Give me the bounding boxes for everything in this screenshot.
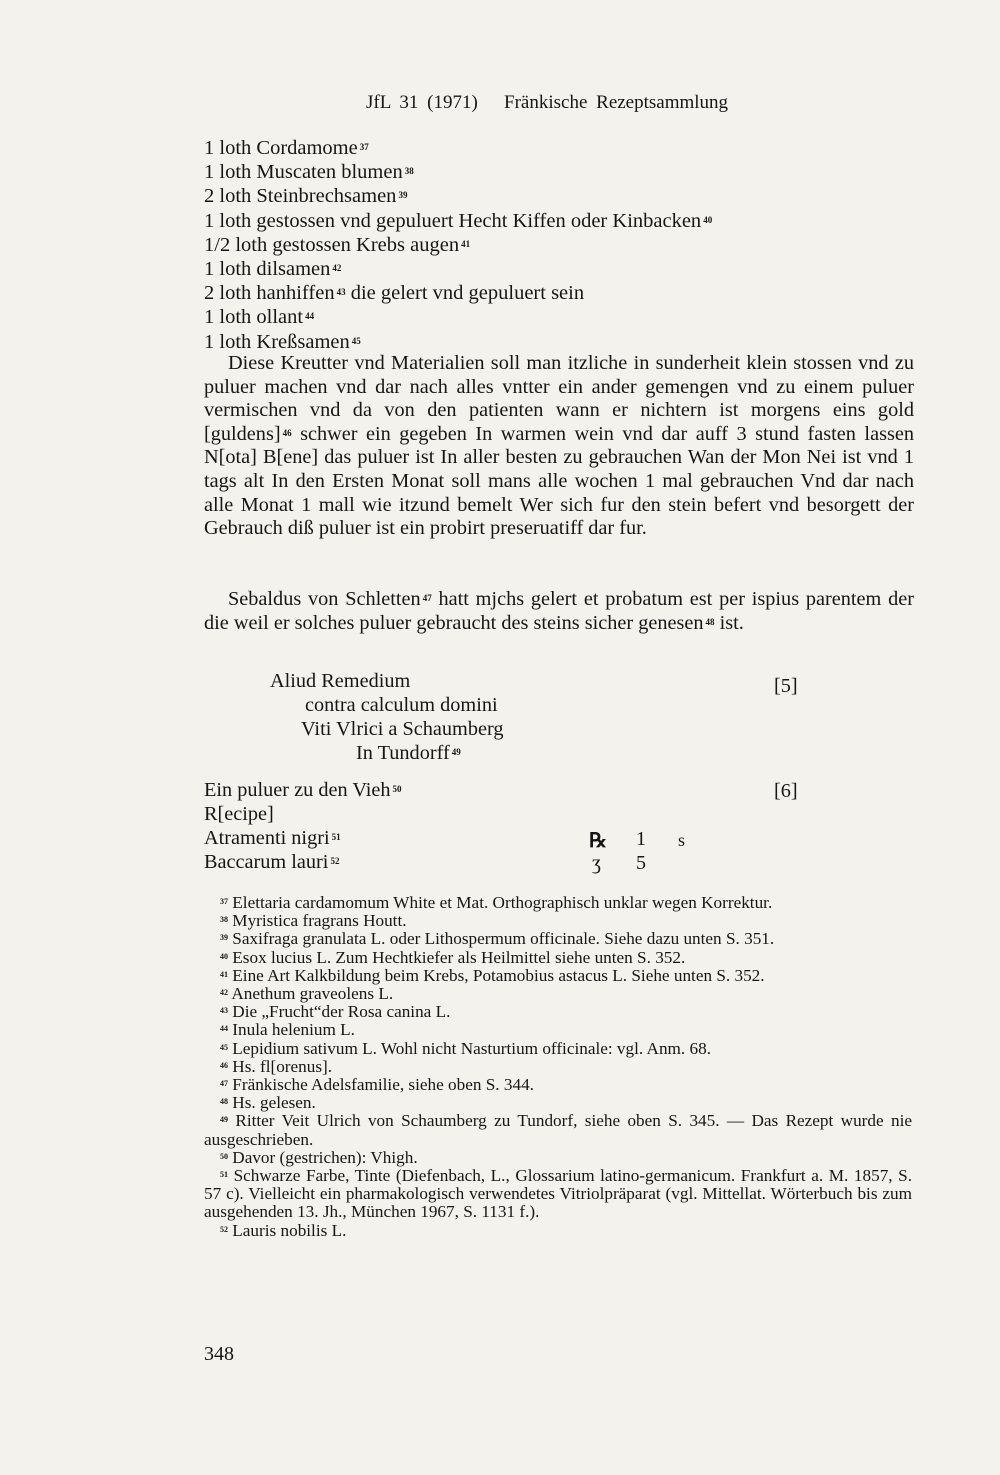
remedy-title: Aliud Remedium xyxy=(270,670,411,692)
recipe-ingredient: Atramenti nigri $^{51}$ xyxy=(204,827,341,849)
footnote-ref[interactable]: 49 xyxy=(451,747,461,757)
ingredient-line: 2 loth Steinbrechsamen $^{39}$ xyxy=(204,185,408,208)
footnote: $^{46}$ Hs. fl[orenus]. xyxy=(220,1056,333,1076)
recipe-word: R[ecipe] xyxy=(204,803,274,825)
footnote: $^{41}$ Eine Art Kalkbildung beim Krebs, Potamobius astacus L. Siehe unten S. 352. xyxy=(220,965,765,985)
recipe-number: [5] xyxy=(774,675,798,697)
footnote: $^{50}$ Davor (gestrichen): Vhigh. xyxy=(220,1147,418,1167)
footnote: $^{51}$ Schwarze Farbe, Tinte (Diefenbach, L., Glossarium latino-germanicum. Frankfurt a. M. 1857, S. 57 c). Vielleicht ein pharmakologisch verwendetes Vitriolpräparat (vgl. Mittellat. Wörterbuch bis zum ausgehenden 13. Jh., München 1967, S. 1131 f.). xyxy=(204,1166,913,1222)
footnote: $^{45}$ Lepidium sativum L. Wohl nicht Nasturtium officinale: vgl. Anm. 68. xyxy=(220,1038,711,1058)
footnote-ref[interactable]: 44 xyxy=(305,311,315,322)
footnote-ref[interactable]: 48 xyxy=(705,616,715,627)
ingredient-line: 1 loth dilsamen $^{42}$ xyxy=(204,258,342,281)
footnote: $^{43}$ Die „Frucht“der Rosa canina L. xyxy=(220,1002,451,1022)
footnote-ref[interactable]: 43 xyxy=(336,287,346,298)
footnote-ref[interactable]: 41 xyxy=(461,238,471,249)
footnote: $^{37}$ Elettaria cardamomum White et Mat. Orthographisch unklar wegen Korrektur. xyxy=(220,893,773,912)
recipe-quantity: 1 xyxy=(636,828,646,850)
journal-reference: JfL 31 (1971) xyxy=(366,92,478,113)
ingredient-line: 2 loth hanhiffen $^{43}$ die gelert vnd gepuluert sein xyxy=(204,282,585,305)
footnote: $^{44}$ Inula helenium L. xyxy=(220,1020,355,1040)
footnote-ref[interactable]: 37 xyxy=(359,142,369,152)
footnote: $^{38}$ Myristica fragrans Houtt. xyxy=(220,911,407,931)
footnotes-section xyxy=(204,894,912,1240)
recipe-quantity-extra: s xyxy=(678,830,686,850)
footnote: $^{49}$ Ritter Veit Ulrich von Schaumberg zu Tundorf, siehe oben S. 345. — Das Rezept wurde nie ausgeschrieben. xyxy=(204,1111,913,1149)
footnote-ref[interactable]: 45 xyxy=(351,335,361,346)
page-number: 348 xyxy=(204,1343,234,1365)
footnote-ref[interactable]: 52 xyxy=(330,856,340,866)
ingredient-line: 1 loth gestossen vnd gepuluert Hecht Kiffen oder Kinbacken $^{40}$ xyxy=(204,209,713,232)
footnote-ref[interactable]: 51 xyxy=(331,832,341,842)
footnote-ref[interactable]: 42 xyxy=(332,263,342,274)
recipe-unit-symbol: ℞ xyxy=(589,830,607,852)
footnote-ref[interactable]: 38 xyxy=(404,166,414,177)
ingredient-line: 1 loth Cordamome $^{37}$ xyxy=(204,137,369,159)
footnote-ref[interactable]: 47 xyxy=(422,593,432,603)
recipe-unit-symbol: ʒ xyxy=(592,852,601,874)
footnote: $^{42}$ Anethum graveolens L. xyxy=(220,984,394,1004)
footnote-ref[interactable]: 39 xyxy=(398,190,408,201)
recipe-number: [6] xyxy=(774,780,798,802)
footnote-ref[interactable]: 40 xyxy=(703,214,713,225)
recipe-ingredient: Baccarum lauri $^{52}$ xyxy=(204,851,340,873)
body-paragraph: Sebaldus von Schletten $^{47}$ hatt mjchs gelert et probatum est per ispius parentem der die weil er solches puluer gebraucht des steins sicher genesen $^{48}$ ist. xyxy=(204,588,914,634)
ingredient-line: 1 loth Muscaten blumen $^{38}$ xyxy=(204,161,414,184)
remedy-line: contra calculum domini xyxy=(305,694,498,716)
remedy-line: In Tundorff $^{49}$ xyxy=(356,742,461,764)
ingredient-line: 1 loth Kreßsamen $^{45}$ xyxy=(204,330,361,353)
running-header xyxy=(366,92,728,114)
ingredient-line: 1/2 loth gestossen Krebs augen $^{41}$ xyxy=(204,233,471,256)
footnote: $^{47}$ Fränkische Adelsfamilie, siehe oben S. 344. xyxy=(220,1075,534,1095)
recipe-quantity: 5 xyxy=(636,852,646,874)
header-title: Fränkische Rezeptsammlung xyxy=(504,92,729,113)
footnote: $^{48}$ Hs. gelesen. xyxy=(220,1093,316,1113)
footnote-ref[interactable]: 50 xyxy=(392,784,402,794)
footnote: $^{39}$ Saxifraga granulata L. oder Lithospermum officinale. Siehe dazu unten S. 351. xyxy=(220,929,775,949)
remedy-line: Viti Vlrici a Schaumberg xyxy=(301,718,504,740)
footnote: $^{40}$ Esox lucius L. Zum Hechtkiefer als Heilmittel siehe unten S. 352. xyxy=(220,947,686,967)
footnote: $^{52}$ Lauris nobilis L. xyxy=(220,1220,347,1240)
body-paragraph: Diese Kreutter vnd Materialien soll man itzliche in sunderheit klein stossen vnd zu puluer machen vnd dar nach alles vntter ein ander gemengen vnd zu einem puluer vermischen vnd da von den patienten wann er nichtern ist morgens eins gold [guldens] $^{46}$ schwer ein gegeben In warmen wein vnd dar auff 3 stund fasten lassen N[ota] B[ene] das puluer ist In aller besten zu gebrauchen Wan der Mon Nei ist vnd 1 tags alt In den Ersten Monat soll mans alle wochen 1 mal gebrauchen Vnd dar nach alle Monat 1 mall wie itzund bemelt Wer sich fur den stein befert vnd besorgett der Gebrauch diß puluer ist ein probirt preseruatiff dar fur. xyxy=(204,352,914,540)
ingredient-list xyxy=(204,136,712,354)
recipe-title: Ein puluer zu den Vieh $^{50}$ xyxy=(204,779,402,801)
ingredient-line: 1 loth ollant $^{44}$ xyxy=(204,306,315,329)
footnote-ref[interactable]: 46 xyxy=(282,427,292,438)
